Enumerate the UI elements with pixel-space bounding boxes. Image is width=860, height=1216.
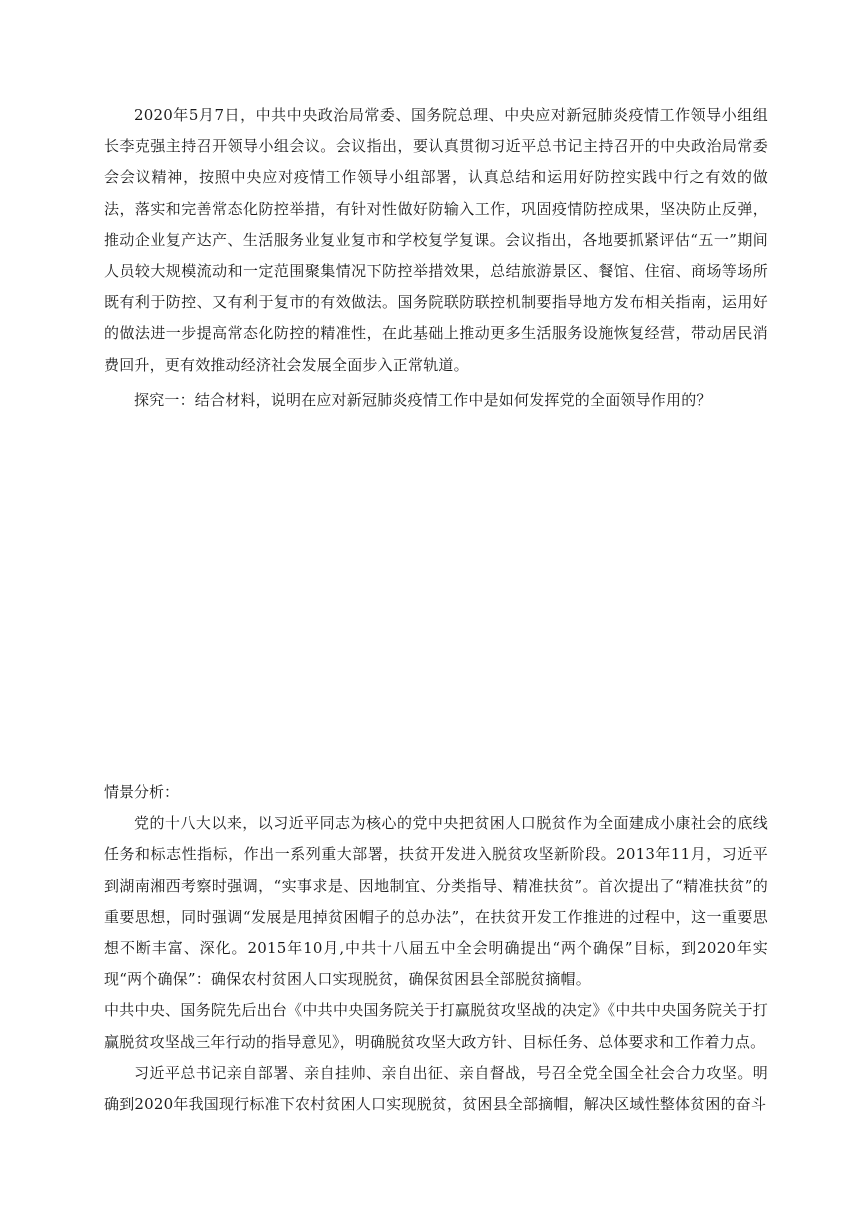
- section-heading: 情景分析：: [104, 783, 180, 802]
- scenario-paragraph-3: 习近平总书记亲自部署、亲自挂帅、亲自出征、亲自督战，号召全党全国全社会合力攻坚。明确到2020年我国现行标准下农村贫困人口实现脱贫，贫困县全部摘帽，解决区域性整体贫困的奋斗: [104, 1063, 768, 1114]
- document-page: [104, 100, 768, 1120]
- scenario-paragraph-1: 党的十八大以来，以习近平同志为核心的党中央把贫困人口脱贫作为全面建成小康社会的底线任务和标志性指标，作出一系列重大部署，扶贫开发进入脱贫攻坚新阶段。2013年11月，习近平到湖南湘西考察时强调，“实事求是、因地制宜、分类指导、精准扶贫”。首次提出了“精准扶贫”的重要思想，同时强调“发展是甩掉贫困帽子的总办法”，在扶贫开发工作推进的过程中，这一重要思想不断丰富、深化。2015年10月,中共十八届五中全会明确提出“两个确保”目标，到2020年实现“两个确保”：确保农村贫困人口实现脱贫，确保贫困县全部脱贫摘帽。: [104, 814, 768, 989]
- question-text: 探究一：结合材料，说明在应对新冠肺炎疫情工作中是如何发挥党的全面领导作用的？: [134, 390, 712, 409]
- scenario-paragraph-2: 中共中央、国务院先后出台《中共中央国务院关于打赢脱贫攻坚战的决定》《中共中央国务院关于打赢脱贫攻坚战三年行动的指导意见》，明确脱贫攻坚大政方针、目标任务、总体要求和工作着力点。: [104, 1001, 768, 1051]
- answer-space: [104, 416, 768, 777]
- material-paragraph: 2020年5月7日，中共中央政治局常委、国务院总理、中央应对新冠肺炎疫情工作领导小组组长李克强主持召开领导小组会议。会议指出，要认真贯彻习近平总书记主持召开的中央政治局常委会会议精神，按照中央应对疫情工作领导小组部署，认真总结和运用好防控实践中行之有效的做法，落实和完善常态化防控举措，有针对性做好防输入工作，巩固疫情防控成果，坚决防止反弹，推动企业复产达产、生活服务业复业复市和学校复学复课。会议指出，各地要抓紧评估“五一”期间人员较大规模流动和一定范围聚集情况下防控举措效果，总结旅游景区、餐馆、住宿、商场等场所既有利于防控、又有利于复市的有效做法。国务院联防联控机制要指导地方发布相关指南，运用好的做法进一步提高常态化防控的精准性，在此基础上推动更多生活服务设施恢复经营，带动居民消费回升，更有效推动经济社会发展全面步入正常轨道。: [104, 106, 768, 374]
